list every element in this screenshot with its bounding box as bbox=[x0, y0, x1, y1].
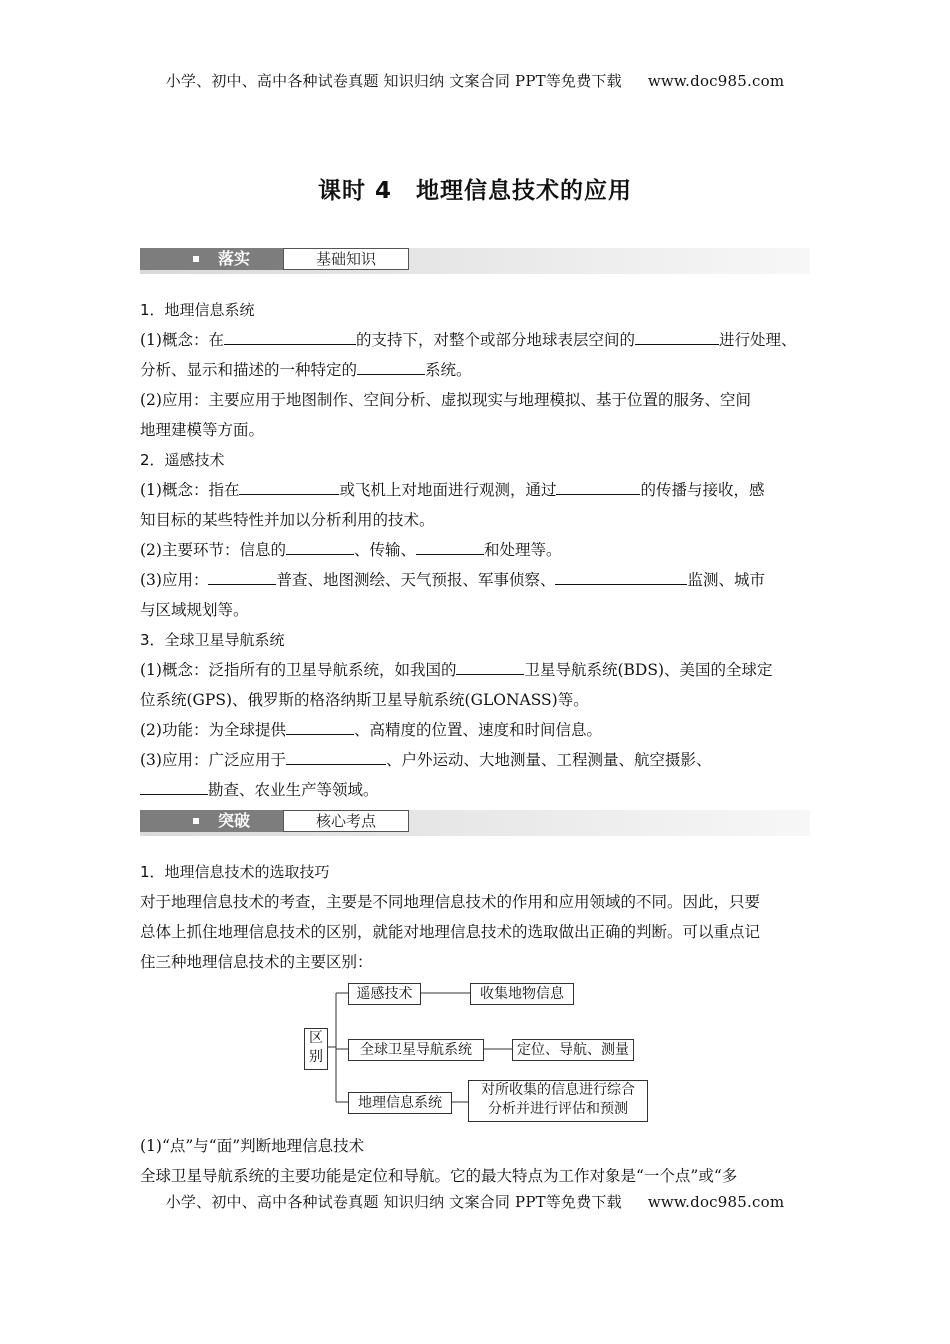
band-label: 核心考点 bbox=[283, 810, 409, 832]
blank bbox=[239, 476, 339, 495]
heading-gis: 1．地理信息系统 bbox=[140, 301, 255, 319]
rs-concept-line2: 知目标的某些特性并加以分析利用的技术。 bbox=[140, 511, 435, 529]
section-band-core bbox=[140, 810, 810, 836]
page-header bbox=[0, 70, 950, 91]
page-title: 课时 4 地理信息技术的应用 bbox=[317, 178, 632, 204]
blank bbox=[286, 716, 354, 735]
heading-selection: 1．地理信息技术的选取技巧 bbox=[140, 863, 330, 881]
page-footer bbox=[0, 1191, 950, 1212]
diagram-desc-gnss: 定位、导航、测量 bbox=[512, 1039, 634, 1061]
header-url[interactable]: www.doc985.com bbox=[647, 72, 785, 90]
subheading-point-surface: (1)“点”与“面”判断地理信息技术 bbox=[140, 1137, 365, 1155]
header-text: 小学、初中、高中各种试卷真题 知识归纳 文案合同 PPT等免费下载 bbox=[165, 72, 622, 90]
rs-application-line1: (3)应用： 普查、地图测绘、天气预报、军事侦察、 监测、城市 bbox=[140, 565, 812, 595]
band-tag: 落实 bbox=[140, 248, 283, 270]
diagram-desc-gis-line2: 分析并进行评估和预测 bbox=[488, 1101, 628, 1117]
square-bullet-icon bbox=[193, 256, 199, 262]
footer-text: 小学、初中、高中各种试卷真题 知识归纳 文案合同 PPT等免费下载 bbox=[165, 1193, 622, 1211]
blank bbox=[416, 536, 484, 555]
square-bullet-icon bbox=[193, 818, 199, 824]
heading-rs: 2．遥感技术 bbox=[140, 451, 225, 469]
core-content bbox=[140, 857, 812, 977]
blank bbox=[224, 326, 356, 345]
band-tag: 突破 bbox=[140, 810, 283, 832]
rs-steps-line: (2)主要环节：信息的 、传输、 和处理等。 bbox=[140, 535, 812, 565]
gis-application-line1: (2)应用：主要应用于地图制作、空间分析、虚拟现实与地理模拟、基于位置的服务、空间 bbox=[140, 391, 751, 409]
band-label: 基础知识 bbox=[283, 248, 409, 270]
blank bbox=[140, 776, 208, 795]
selection-para-line2: 总体上抓住地理信息技术的区别，就能对地理信息技术的选取做出正确的判断。可以重点记 bbox=[140, 923, 761, 941]
diagram-desc-rs: 收集地物信息 bbox=[470, 983, 574, 1005]
foundation-content bbox=[140, 295, 812, 805]
core-content-continued bbox=[140, 1131, 812, 1191]
heading-gnss: 3．全球卫星导航系统 bbox=[140, 631, 285, 649]
blank bbox=[555, 566, 687, 585]
blank bbox=[286, 536, 354, 555]
gnss-application-line1: (3)应用：广泛应用于 、户外运动、大地测量、工程测量、航空摄影、 bbox=[140, 745, 812, 775]
blank bbox=[357, 356, 425, 375]
gnss-function-line: (2)功能：为全球提供 、高精度的位置、速度和时间信息。 bbox=[140, 715, 812, 745]
gnss-concept-line2: 位系统(GPS)、俄罗斯的格洛纳斯卫星导航系统(GLONASS)等。 bbox=[140, 691, 589, 709]
gnss-concept-line1: (1)概念：泛指所有的卫星导航系统，如我国的 卫星导航系统(BDS)、美国的全球定 bbox=[140, 655, 812, 685]
section-band-foundation bbox=[140, 248, 810, 274]
diagram-tech-gis: 地理信息系统 bbox=[348, 1092, 452, 1114]
diagram-root-box: 区别 bbox=[304, 1028, 328, 1070]
gis-concept-line1: (1)概念：在 的支持下，对整个或部分地球表层空间的 进行处理、 bbox=[140, 325, 812, 355]
gis-application-line2: 地理建模等方面。 bbox=[140, 421, 265, 439]
diagram-tech-rs: 遥感技术 bbox=[348, 983, 421, 1005]
blank bbox=[286, 746, 386, 765]
blank bbox=[208, 566, 276, 585]
rs-application-line2: 与区域规划等。 bbox=[140, 601, 249, 619]
footer-url[interactable]: www.doc985.com bbox=[647, 1193, 785, 1211]
blank bbox=[556, 476, 640, 495]
rs-concept-line1: (1)概念：指在 或飞机上对地面进行观测，通过 的传播与接收，感 bbox=[140, 475, 812, 505]
blank bbox=[456, 656, 524, 675]
diagram-tech-gnss: 全球卫星导航系统 bbox=[348, 1039, 484, 1061]
blank bbox=[635, 326, 719, 345]
gnss-application-line2: 勘查、农业生产等领域。 bbox=[140, 775, 812, 805]
diagram-desc-gis-line1: 对所收集的信息进行综合 bbox=[481, 1082, 635, 1098]
diagram-desc-gis bbox=[468, 1080, 648, 1122]
comparison-diagram bbox=[300, 980, 660, 1130]
gis-concept-line2: 分析、显示和描述的一种特定的 系统。 bbox=[140, 355, 812, 385]
selection-para-line3: 住三种地理信息技术的主要区别： bbox=[140, 953, 373, 971]
selection-para-line1: 对于地理信息技术的考查，主要是不同地理信息技术的作用和应用领域的不同。因此，只要 bbox=[140, 893, 761, 911]
gnss-feature-line: 全球卫星导航系统的主要功能是定位和导航。它的最大特点为工作对象是“一个点”或“多 bbox=[140, 1167, 738, 1185]
